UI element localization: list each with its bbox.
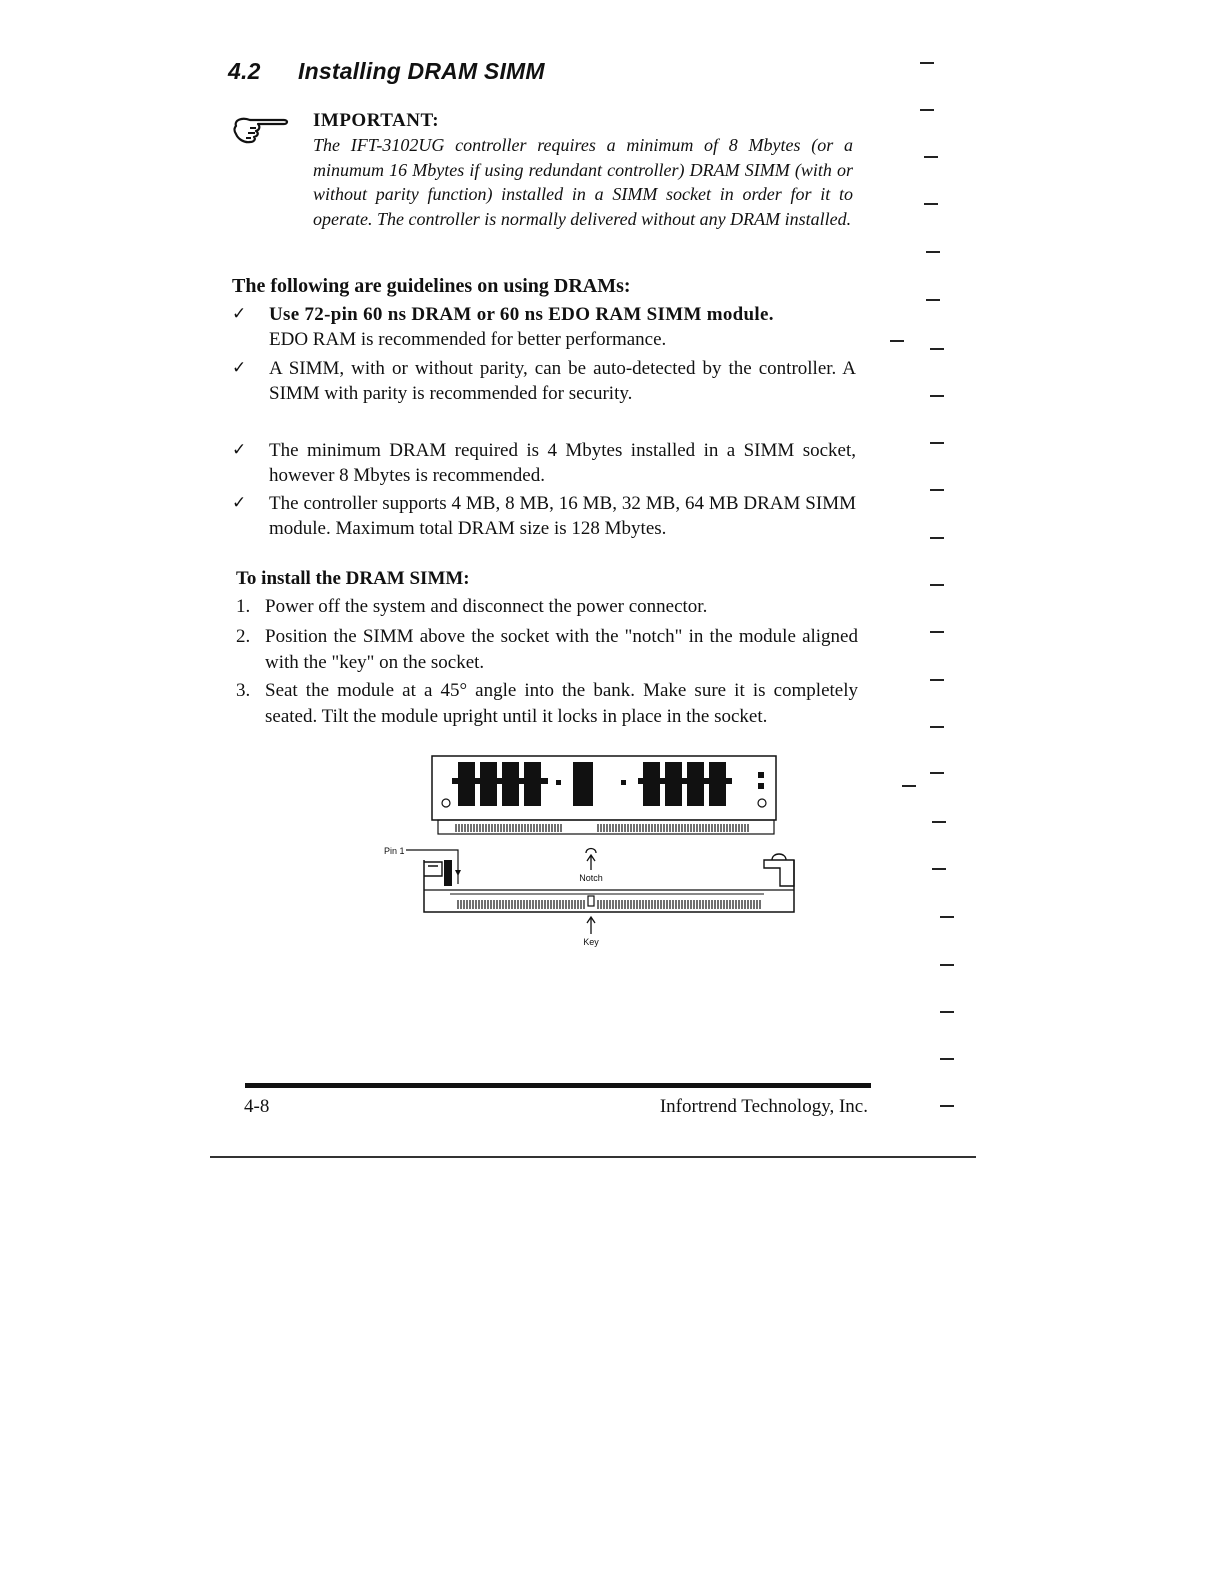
guideline-item [232, 302, 856, 352]
simm-module [432, 756, 776, 834]
pin1-label: Pin 1 [384, 846, 405, 856]
checkmark-icon: ✓ [232, 358, 247, 378]
footer-rule [245, 1083, 871, 1088]
guideline-item [232, 491, 856, 541]
important-note: The IFT-3102UG controller requires a minimum of 8 Mbytes (or a minumum 16 Mbytes if using redundant controller) DRAM SIMM (with or without parity function) installed in a SIMM socket in order for it to operate. The controller is normally delivered without any DRAM installed. [313, 135, 853, 229]
guideline-text: A SIMM, with or without parity, can be auto-detected by the controller. A SIMM with parity is recommended for security. [269, 358, 856, 404]
checkmark-icon: ✓ [232, 440, 247, 460]
install-step [236, 678, 858, 729]
pointing-hand-icon [228, 112, 292, 148]
notch-arrow-icon [587, 855, 595, 870]
step-number: 2. [236, 626, 251, 647]
page-number: 4-8 [244, 1096, 270, 1117]
company-name: Infortrend Technology, Inc. [659, 1096, 868, 1117]
install-heading: To install the DRAM SIMM: [236, 568, 470, 589]
step-text: Seat the module at a 45° angle into the bank. Make sure it is completely seated. Tilt the module upright until it locks in place in the socket. [265, 680, 858, 727]
notch-label: Notch [579, 873, 603, 883]
install-step [236, 624, 858, 675]
arrow-down-icon [455, 870, 461, 876]
socket-key [588, 896, 594, 906]
guideline-text: The minimum DRAM required is 4 Mbytes installed in a SIMM socket, however 8 Mbytes is recommended. [269, 440, 856, 486]
checkmark-icon: ✓ [232, 493, 247, 513]
step-number: 3. [236, 680, 251, 701]
guideline-item [232, 356, 856, 406]
guideline-bold-text: Use 72-pin 60 ns DRAM or 60 ns EDO RAM SIMM module. [269, 304, 774, 325]
notch-cap-icon [586, 849, 596, 854]
important-heading: IMPORTANT: [313, 110, 440, 131]
guidelines-heading: The following are guidelines on using DRAMs: [232, 275, 631, 297]
page-edge-line [210, 1156, 976, 1158]
checkmark-icon: ✓ [232, 304, 247, 324]
section-heading [228, 58, 545, 85]
simm-socket [424, 854, 794, 912]
key-label: Key [583, 937, 599, 947]
key-arrow-icon [587, 917, 595, 934]
socket-latch-right-icon [764, 860, 794, 886]
section-title: Installing DRAM SIMM [298, 58, 545, 84]
step-text: Position the SIMM above the socket with the "notch" in the module aligned with the "key" on the socket. [265, 626, 858, 673]
section-number: 4.2 [228, 58, 261, 84]
step-number: 1. [236, 596, 251, 617]
step-text: Power off the system and disconnect the power connector. [265, 596, 708, 617]
guideline-item [232, 438, 856, 488]
simm-installation-diagram [380, 752, 800, 952]
socket-latch-left-icon [424, 862, 442, 876]
guideline-text: EDO RAM is recommended for better performance. [269, 329, 667, 350]
install-step [236, 594, 858, 620]
guideline-text: The controller supports 4 MB, 8 MB, 16 MB, 32 MB, 64 MB DRAM SIMM module. Maximum total DRAM size is 128 Mbytes. [269, 493, 856, 539]
